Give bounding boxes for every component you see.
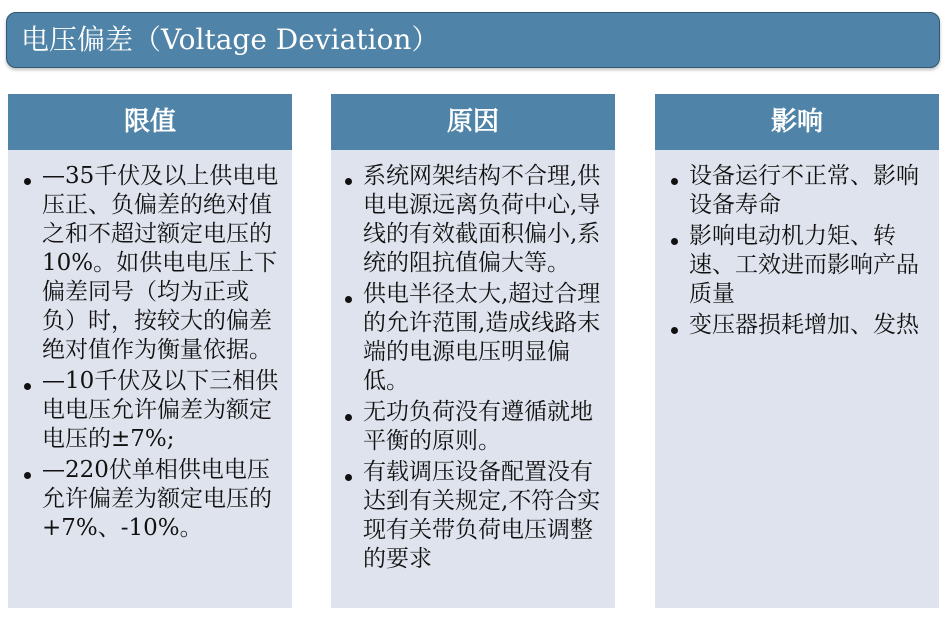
list-item-text: 无功负荷没有遵循就地平衡的原则。 bbox=[363, 399, 593, 454]
bullet-icon bbox=[345, 296, 352, 303]
list-item bbox=[24, 162, 282, 365]
bullet-icon bbox=[24, 472, 31, 479]
panel-body-causes bbox=[331, 150, 615, 574]
list-item bbox=[345, 458, 605, 574]
list-item bbox=[345, 162, 605, 278]
list-item-text: —10千伏及以下三相供电电压允许偏差为额定电压的±7%; bbox=[42, 368, 279, 452]
panel-header-limits: 限值 bbox=[8, 94, 292, 150]
bullet-icon bbox=[671, 238, 678, 245]
panel-body-effects bbox=[655, 150, 939, 340]
page-title: 电压偏差（Voltage Deviation） bbox=[21, 23, 440, 56]
list-item-text: 系统网架结构不合理,供电电源远离负荷中心,导线的有效截面积偏小,系统的阻抗值偏大等。 bbox=[363, 163, 601, 276]
bullet-icon bbox=[671, 178, 678, 185]
list-item-text: 供电半径太大,超过合理的允许范围,造成线路末端的电源电压明显偏低。 bbox=[363, 281, 601, 394]
bullet-icon bbox=[24, 383, 31, 390]
panel-effects bbox=[655, 94, 939, 608]
list-item bbox=[345, 280, 605, 396]
effects-list bbox=[671, 162, 929, 340]
list-item-text: —35千伏及以上供电电压正、负偏差的绝对值之和不超过额定电压的10%。如供电电压上下偏差同号（均为正或负）时，按较大的偏差绝对值作为衡量依据。 bbox=[42, 163, 279, 363]
list-item bbox=[24, 456, 282, 543]
title-banner bbox=[6, 12, 940, 68]
list-item bbox=[671, 162, 929, 220]
list-item-text: 设备运行不正常、影响设备寿命 bbox=[689, 163, 919, 218]
panel-body-limits bbox=[8, 150, 292, 543]
list-item bbox=[345, 398, 605, 456]
bullet-icon bbox=[345, 178, 352, 185]
list-item bbox=[671, 222, 929, 309]
bullet-icon bbox=[345, 474, 352, 481]
bullet-icon bbox=[345, 414, 352, 421]
list-item-text: —220伏单相供电电压允许偏差为额定电压的+7%、-10%。 bbox=[42, 457, 272, 541]
panel-limits bbox=[8, 94, 292, 608]
list-item-text: 影响电动机力矩、转速、工效进而影响产品质量 bbox=[689, 223, 919, 307]
list-item-text: 变压器损耗增加、发热 bbox=[689, 312, 919, 338]
panel-header-causes: 原因 bbox=[331, 94, 615, 150]
bullet-icon bbox=[24, 178, 31, 185]
limits-list bbox=[24, 162, 282, 543]
panel-header-effects: 影响 bbox=[655, 94, 939, 150]
bullet-icon bbox=[671, 327, 678, 334]
panel-causes bbox=[331, 94, 615, 608]
causes-list bbox=[345, 162, 605, 574]
list-item bbox=[671, 311, 929, 340]
list-item bbox=[24, 367, 282, 454]
list-item-text: 有载调压设备配置没有达到有关规定,不符合实现有关带负荷电压调整的要求 bbox=[363, 459, 601, 572]
